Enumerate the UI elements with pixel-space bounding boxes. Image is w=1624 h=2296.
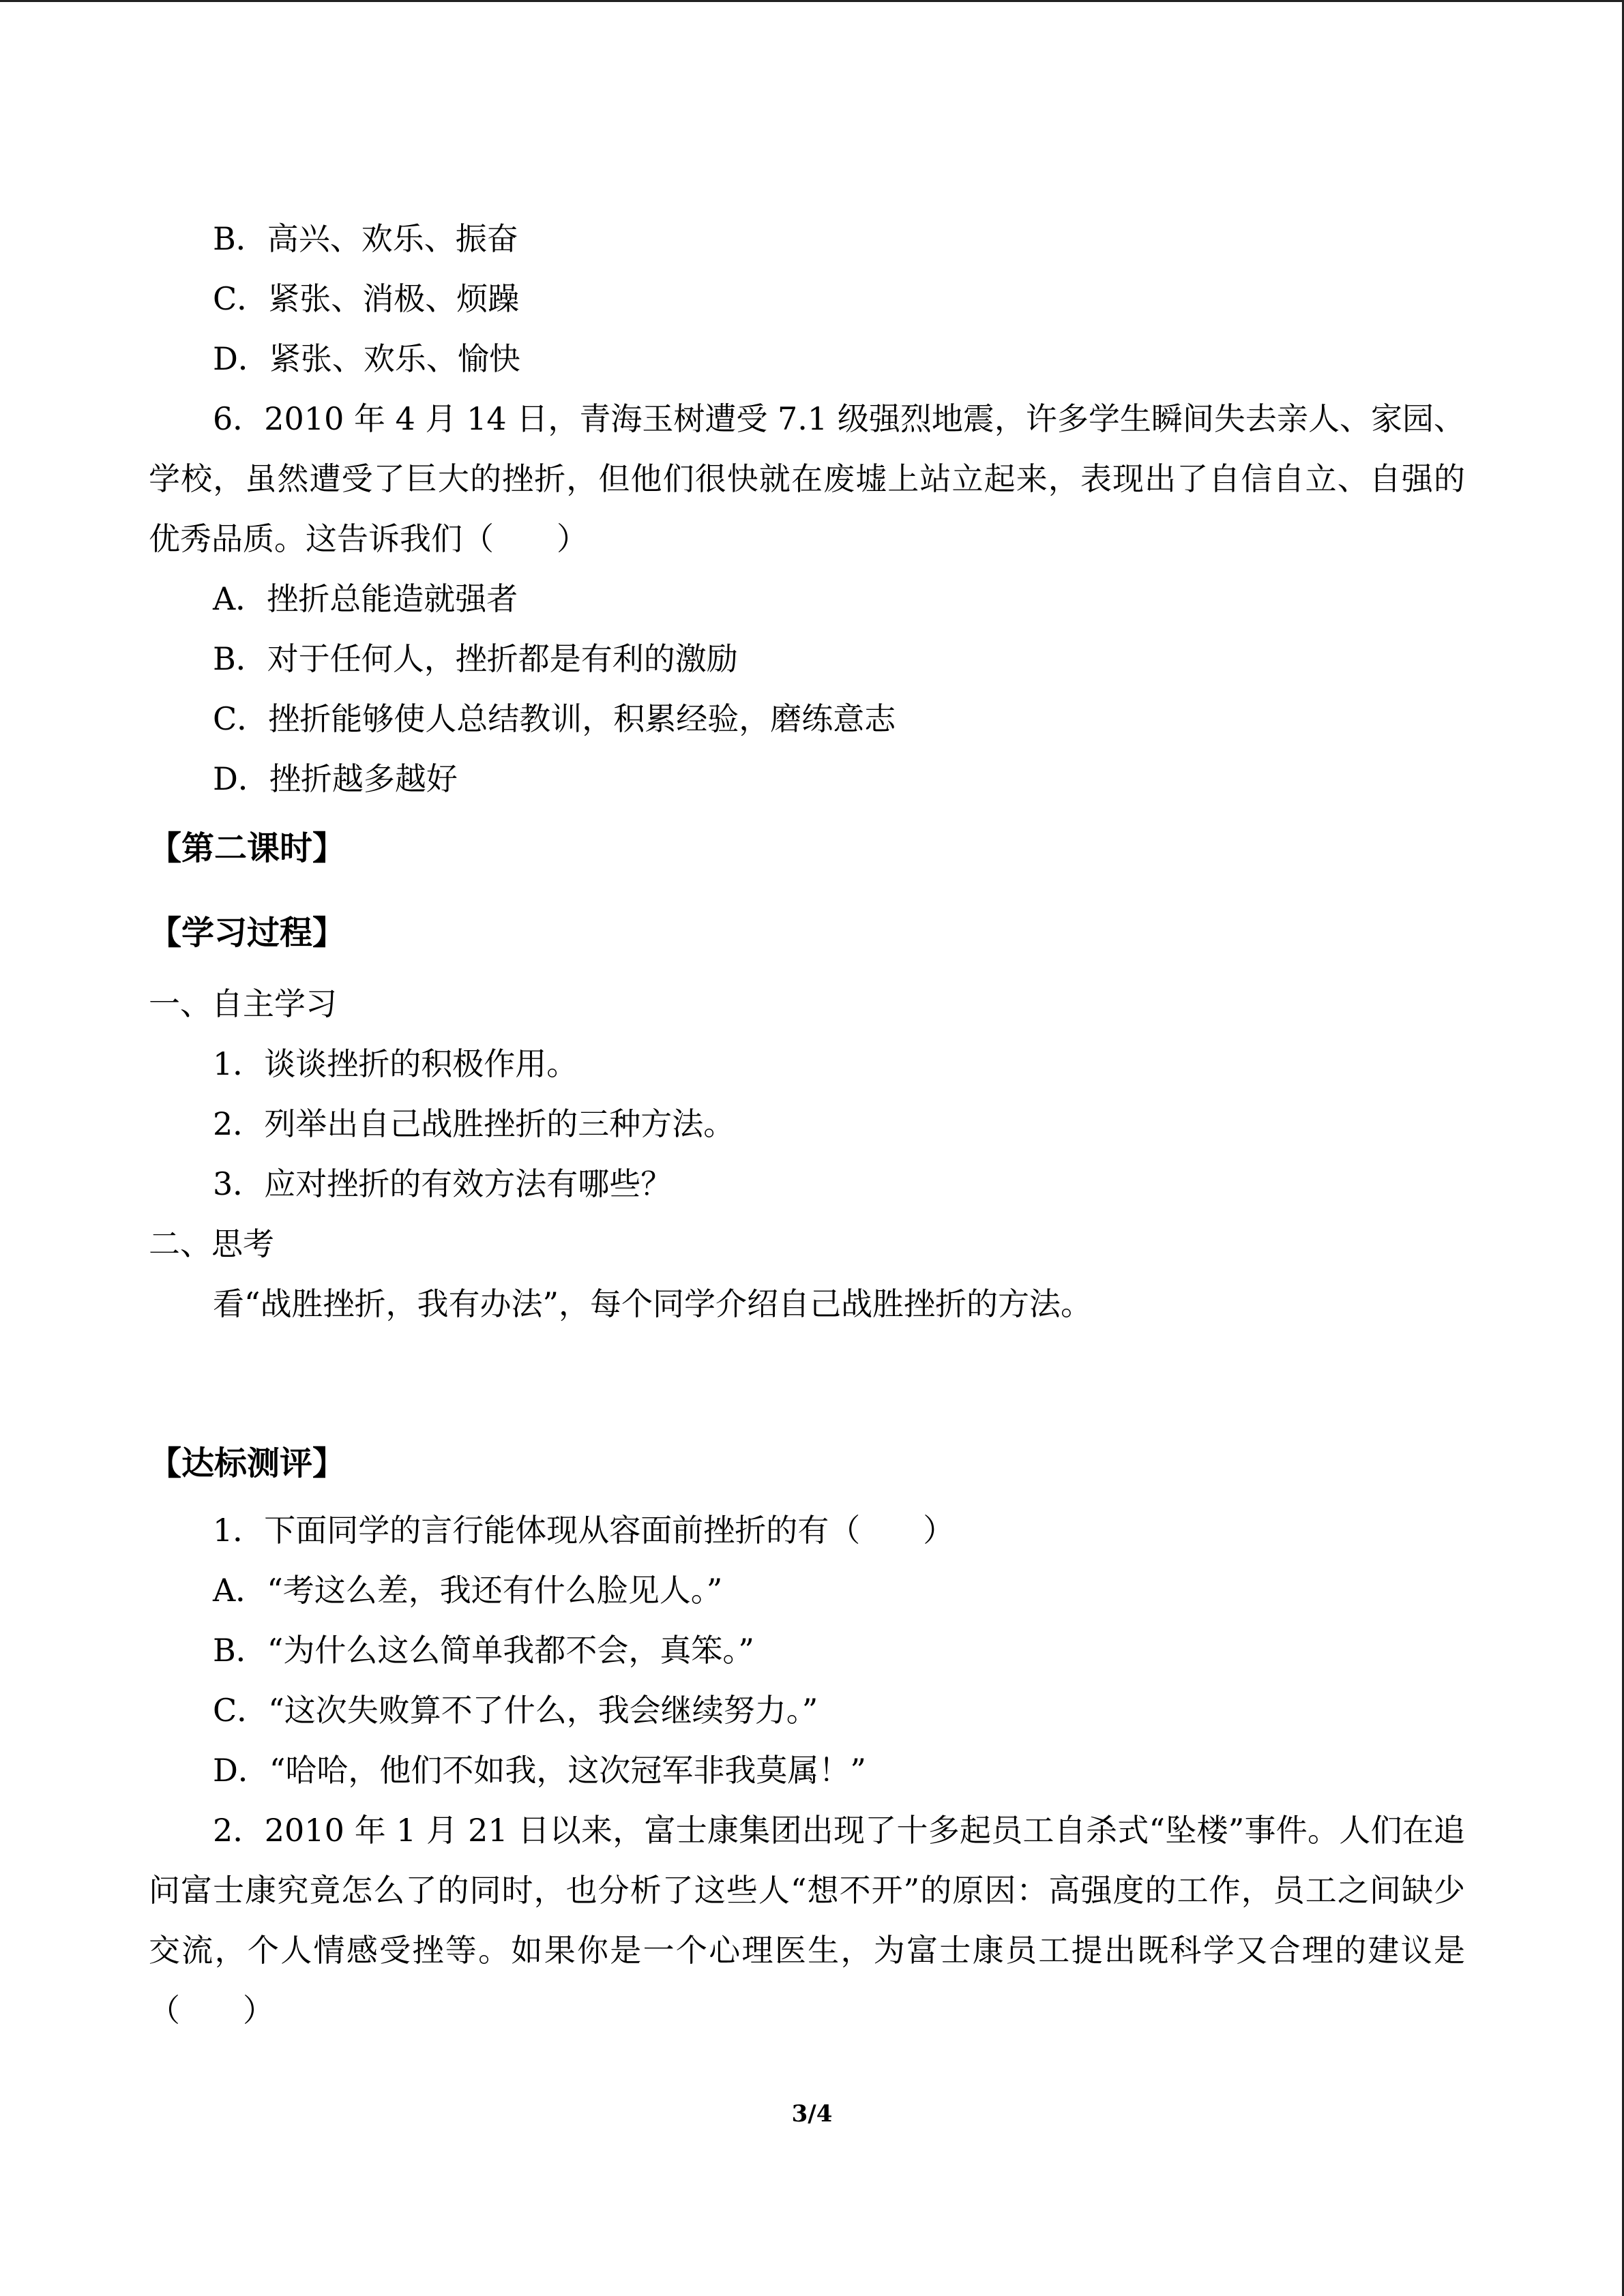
test-q1-option-b: B．“为什么这么简单我都不会，真笨。”: [213, 1632, 754, 1669]
think-text: 看“战胜挫折，我有办法”，每个同学介绍自己战胜挫折的方法。: [213, 1285, 1093, 1322]
section-second-lesson: 【第二课时】: [149, 829, 346, 867]
q6-option-d: D．挫折越多越好: [213, 760, 458, 797]
self-study-item-1: 1．谈谈挫折的积极作用。: [213, 1045, 578, 1082]
q6-option-b: B．对于任何人，挫折都是有利的激励: [213, 640, 738, 677]
test-q1-stem: 1．下面同学的言行能体现从容面前挫折的有（ ）: [213, 1512, 955, 1549]
test-q1-option-d: D．“哈哈，他们不如我，这次冠军非我莫属！”: [213, 1752, 866, 1789]
self-study-heading: 一、自主学习: [149, 985, 337, 1022]
q6-option-a: A．挫折总能造就强者: [213, 580, 518, 617]
self-study-item-3: 3．应对挫折的有效方法有哪些？: [213, 1165, 673, 1202]
section-assessment: 【达标测评】: [149, 1444, 346, 1482]
q6-option-c: C．挫折能够使人总结教训，积累经验，磨练意志: [213, 700, 896, 737]
test-q2-stem: 2．2010 年 1 月 21 日以来，富士康集团出现了十多起员工自杀式“坠楼”事件。人们在追问富士康究竟怎么了的同时，也分析了这些人“想不开”的原因：高强度的工作，员工之间缺少交流，个人情感受挫等。如果你是一个心理医生，为富士康员工提出既科学又合理的建议是（ ）: [149, 1812, 1465, 2029]
document-body: [149, 209, 1465, 2040]
page-number: 3/4: [791, 2100, 833, 2128]
section-learning-process: 【学习过程】: [149, 914, 346, 952]
self-study-item-2: 2．列举出自己战胜挫折的三种方法。: [213, 1105, 735, 1142]
q5-option-d: D．紧张、欢乐、愉快: [213, 340, 520, 377]
page-top-border: [0, 0, 1624, 2]
q5-option-b: B．高兴、欢乐、振奋: [213, 220, 518, 257]
q5-option-c: C．紧张、消极、烦躁: [213, 280, 520, 317]
test-q1-option-c: C．“这次失败算不了什么，我会继续努力。”: [213, 1692, 818, 1729]
test-q1-option-a: A．“考这么差，我还有什么脸见人。”: [213, 1572, 723, 1609]
q6-stem: 6．2010 年 4 月 14 日，青海玉树遭受 7.1 级强烈地震，许多学生瞬间失去亲人、家园、学校，虽然遭受了巨大的挫折，但他们很快就在废墟上站立起来，表现出了自信自立、自强的优秀品质。这告诉我们（ ）: [149, 400, 1465, 557]
think-heading: 二、思考: [149, 1225, 274, 1262]
